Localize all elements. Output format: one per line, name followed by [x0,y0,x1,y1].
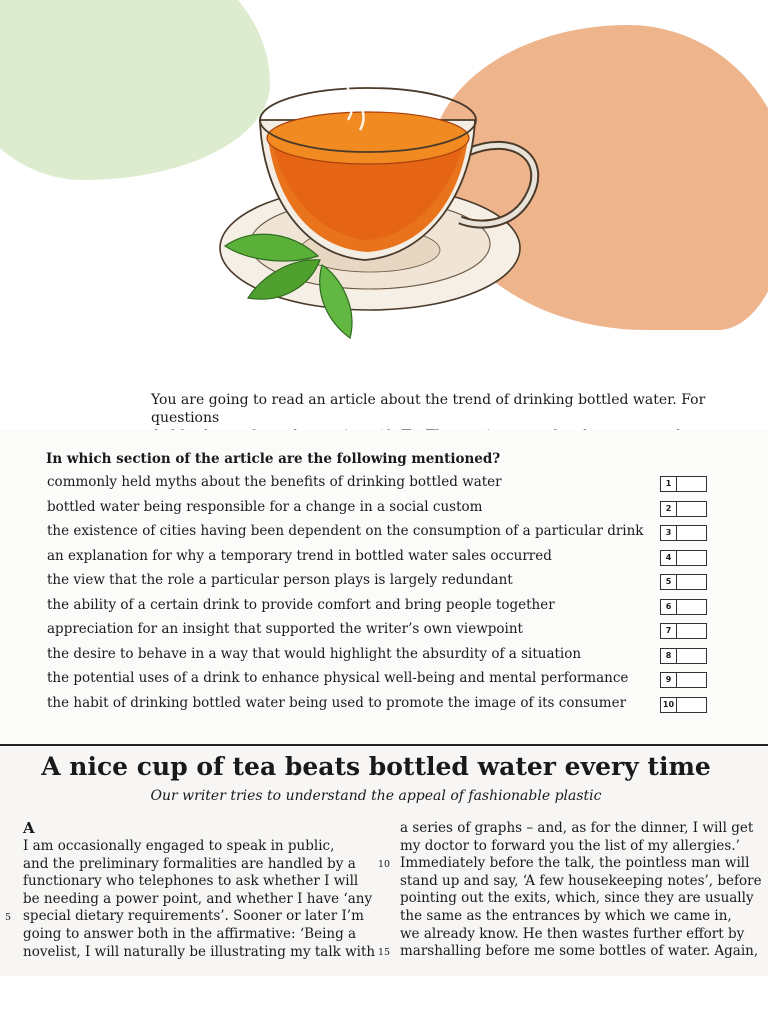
text-line: stand up and say, ‘A few housekeeping notes’, before [400,872,762,889]
answer-box[interactable]: 6 [660,599,707,615]
question-item: appreciation for an insight that supported the writer’s own viewpoint 7 [47,619,737,644]
answer-box[interactable]: 7 [660,623,707,639]
article-column-right [378,820,762,961]
line-number: 10 [378,859,391,871]
question-heading: In which section of the article are the following mentioned? [46,451,501,467]
question-item: commonly held myths about the benefits of drinking bottled water 1 [47,472,737,497]
article-title: A nice cup of tea beats bottled water every time [41,752,711,781]
text-line: going to answer both in the affirmative: ‘Being a [23,925,357,942]
question-item: the desire to behave in a way that would highlight the absurdity of a situation 8 [47,644,737,669]
article-subtitle: Our writer tries to understand the appeal of fashionable plastic [150,788,602,804]
text-line: we already know. He then wastes further effort by [400,925,745,942]
answer-box[interactable]: 2 [660,501,707,517]
text-line: 10 Immediately before the talk, the pointless man will [400,855,762,873]
text-line: the same as the entrances by which we came in, [400,907,732,924]
instructions-line1: You are going to read an article about the trend of drinking bottled water. For questions [151,392,706,426]
question-item: bottled water being responsible for a change in a social custom 2 [47,497,737,522]
text-line: pointing out the exits, which, since they are usually [400,890,754,907]
question-list [47,472,737,717]
answer-box[interactable]: 1 [660,476,707,492]
text-line: 15 marshalling before me some bottles of water. Again, [400,943,762,961]
answer-box[interactable]: 5 [660,574,707,590]
line-number: 5 [5,912,12,924]
answer-box[interactable]: 3 [660,525,707,541]
answer-box[interactable]: 9 [660,672,707,688]
line-number: 15 [378,947,391,959]
teacup-illustration-icon [210,60,570,345]
text-line: and the preliminary formalities are handled by a [23,855,356,872]
text-line: my doctor to forward you the list of my allergies.’ [400,837,740,854]
answer-box[interactable]: 10 [660,697,707,713]
text-line: 5 special dietary requirements’. Sooner or later I’m [23,908,375,926]
question-item: the view that the role a particular person plays is largely redundant 5 [47,570,737,595]
question-item: the habit of drinking bottled water being used to promote the image of its consumer 10 [47,693,737,718]
text-line: a series of graphs – and, as for the dinner, I will get [400,820,754,836]
text-line: be needing a power point, and whether I have ‘any [23,890,373,907]
question-item: the ability of a certain drink to provide comfort and bring people together 6 [47,595,737,620]
article-column-left [5,838,376,961]
text-line: I am occasionally engaged to speak in public, [23,838,335,854]
section-letter: A [23,819,35,837]
question-item: the potential uses of a drink to enhance physical well-being and mental performance 9 [47,668,737,693]
text-line: novelist, I will naturally be illustrating my talk with [23,943,376,960]
text-line: functionary who telephones to ask whether I will [23,873,359,890]
answer-box[interactable]: 8 [660,648,707,664]
question-item: an explanation for why a temporary trend in bottled water sales occurred 4 [47,546,737,571]
answer-box[interactable]: 4 [660,550,707,566]
question-item: the existence of cities having been dependent on the consumption of a particular drink 3 [47,521,737,546]
